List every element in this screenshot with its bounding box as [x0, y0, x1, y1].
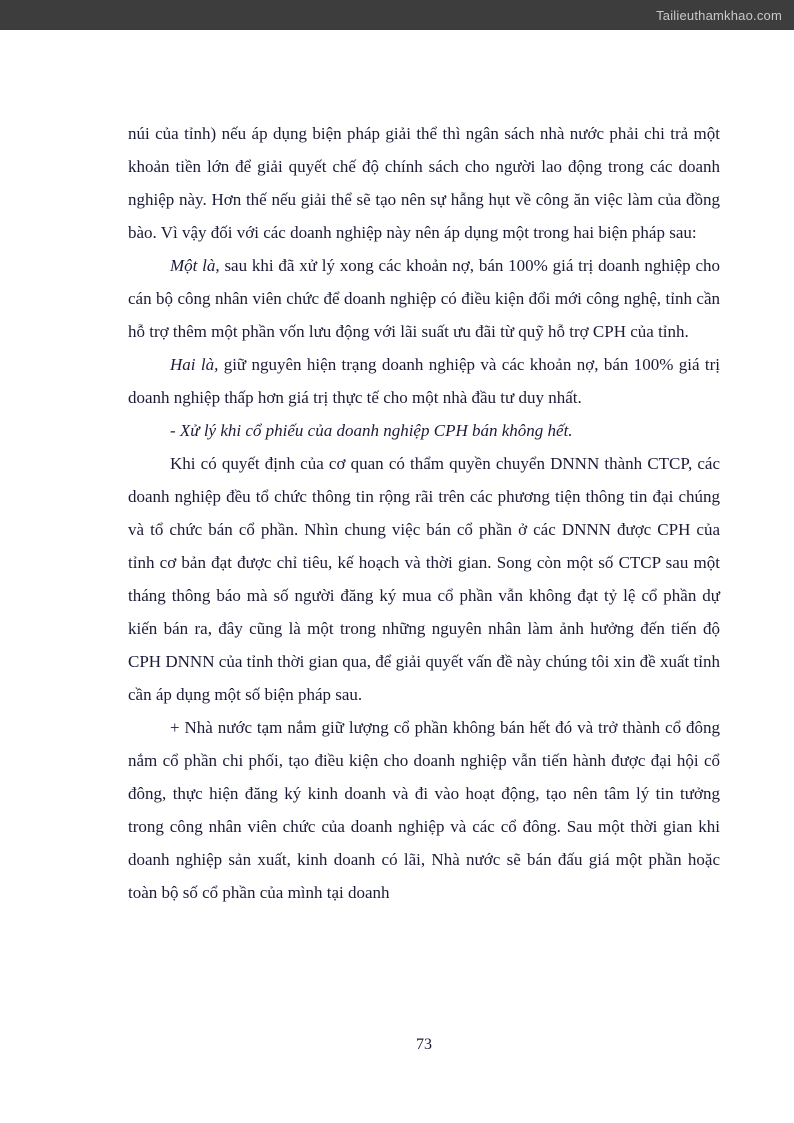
text-run-italic: - Xử lý khi cổ phiếu của doanh nghiệp CPH bán không hết. — [170, 421, 573, 440]
paragraph — [128, 447, 720, 711]
paragraph — [128, 249, 720, 348]
watermark-bar — [0, 0, 794, 30]
watermark-text: Tailieuthamkhao.com — [656, 7, 782, 23]
text-run: núi của tỉnh) nếu áp dụng biện pháp giải thể thì ngân sách nhà nước phải chi trả một khoản tiền lớn để giải quyết chế độ chính sách cho người lao động trong các doanh nghiệp này. Hơn thế nếu giải thể sẽ tạo nên sự hẫng hụt về công ăn việc làm của đồng bào. Vì vậy đối với các doanh nghiệp này nên áp dụng một trong hai biện pháp sau: — [128, 124, 720, 242]
text-run: + Nhà nước tạm nắm giữ lượng cổ phần không bán hết đó và trở thành cổ đông nắm cổ phần chi phối, tạo điều kiện cho doanh nghiệp vẫn tiến hành được đại hội cổ đông, thực hiện đăng ký kinh doanh và đi vào hoạt động, tạo nên tâm lý tin tưởng trong công nhân viên chức của doanh nghiệp và các cổ đông. Sau một thời gian khi doanh nghiệp sản xuất, kinh doanh có lãi, Nhà nước sẽ bán đấu giá một phần hoặc toàn bộ số cổ phần của mình tại doanh — [128, 718, 720, 902]
text-run-italic: Hai là, — [170, 355, 219, 374]
text-run: giữ nguyên hiện trạng doanh nghiệp và các khoản nợ, bán 100% giá trị doanh nghiệp thấp hơn giá trị thực tế cho một nhà đầu tư duy nhất. — [128, 355, 720, 407]
paragraph — [128, 711, 720, 909]
document-body — [128, 117, 720, 909]
text-run: sau khi đã xử lý xong các khoản nợ, bán 100% giá trị doanh nghiệp cho cán bộ công nhân viên chức để doanh nghiệp có điều kiện đổi mới công nghệ, tỉnh cần hỗ trợ thêm một phần vốn lưu động với lãi suất ưu đãi từ quỹ hỗ trợ CPH của tỉnh. — [128, 256, 721, 341]
paragraph — [128, 117, 720, 249]
page-number: 73 — [416, 1036, 432, 1053]
text-run-italic: Một là, — [170, 256, 220, 275]
paragraph — [128, 348, 720, 414]
paragraph — [128, 414, 720, 447]
text-run: Khi có quyết định của cơ quan có thẩm quyền chuyển DNNN thành CTCP, các doanh nghiệp đều tổ chức thông tin rộng rãi trên các phương tiện thông tin đại chúng và tổ chức bán cổ phần. Nhìn chung việc bán cổ phần ở các DNNN được CPH của tỉnh cơ bản đạt được chỉ tiêu, kế hoạch và thời gian. Song còn một số CTCP sau một tháng thông báo mà số người đăng ký mua cổ phần vẫn không đạt tỷ lệ cổ phần dự kiến bán ra, đây cũng là một trong những nguyên nhân làm ảnh hưởng đến tiến độ CPH DNNN của tỉnh thời gian qua, để giải quyết vấn đề này chúng tôi xin đề xuất tỉnh cần áp dụng một số biện pháp sau. — [128, 454, 720, 704]
